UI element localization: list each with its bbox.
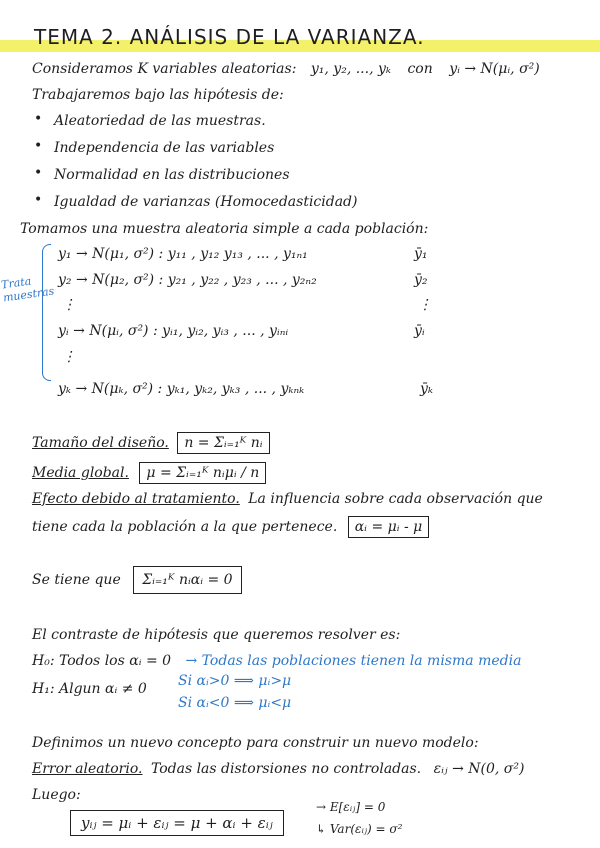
- bullet-dot: •: [34, 111, 43, 127]
- size-label: Tamaño del diseño.: [32, 435, 169, 451]
- effect-label: Efecto debido al tratamiento.: [32, 491, 240, 507]
- sample-mean: ȳ₂: [414, 272, 428, 288]
- samples-brace: [42, 244, 51, 381]
- bullet-dot: •: [34, 192, 43, 208]
- con-text: con: [407, 61, 433, 77]
- model-formula: yᵢⱼ = μᵢ + εᵢⱼ = μ + αᵢ + εᵢⱼ: [70, 810, 284, 836]
- bullet-dot: •: [34, 138, 43, 154]
- variance-note: ↳ Var(εᵢⱼ) = σ²: [316, 822, 403, 836]
- model-intro: Definimos un nuevo concepto para construir un nuevo modelo:: [32, 735, 479, 751]
- effect-definition-cont: [32, 516, 429, 538]
- bullet-item: Igualdad de varianzas (Homocedasticidad): [54, 194, 358, 210]
- size-definition: [32, 432, 270, 454]
- effect-text-1: La influencia sobre cada observación que: [248, 491, 543, 507]
- error-label: Error aleatorio.: [32, 761, 143, 777]
- sample-mean: ⋮: [418, 297, 432, 313]
- vars-text: y₁, y₂, ..., yₖ: [310, 61, 391, 77]
- luego-text: Luego:: [32, 787, 81, 803]
- bullet-item: Normalidad en las distribuciones: [54, 167, 290, 183]
- sample-row: yₖ → N(μₖ, σ²) : yₖ₁, yₖ₂, yₖ₃ , ... , yₖₙₖ: [58, 381, 305, 397]
- mean-formula: μ = Σᵢ₌₁ᴷ nᵢμᵢ / n: [139, 462, 266, 484]
- side-note: Trata muestras: [0, 274, 56, 305]
- sample-mean: ȳₖ: [420, 381, 434, 397]
- sum-statement: [32, 566, 242, 594]
- sample-row: yᵢ → N(μᵢ, σ²) : yᵢ₁, yᵢ₂, yᵢ₃ , ... , yᵢₙᵢ: [58, 323, 289, 339]
- bullet-dot: •: [34, 165, 43, 181]
- sample-row: y₂ → N(μ₂, σ²) : y₂₁ , y₂₂ , y₂₃ , ... , y₂ₙ₂: [58, 272, 317, 288]
- consider-text: Consideramos K variables aleatorias:: [32, 61, 297, 77]
- page-title: TEMA 2. ANÁLISIS DE LA VARIANZA.: [34, 25, 425, 49]
- sum-formula: Σᵢ₌₁ᴷ nᵢαᵢ = 0: [133, 566, 241, 594]
- sample-text: Tomamos una muestra aleatoria simple a cada población:: [20, 221, 429, 237]
- size-formula: n = Σᵢ₌₁ᴷ nᵢ: [177, 432, 269, 454]
- bullet-item: Independencia de las variables: [54, 140, 275, 156]
- h1-case-negative: Si αᵢ<0 ⟹ μᵢ<μ: [178, 695, 292, 711]
- hypothesis-intro: El contraste de hipótesis que queremos resolver es:: [32, 627, 401, 643]
- intro-consider: [32, 60, 540, 78]
- error-definition: [32, 760, 524, 778]
- se-tiene-text: Se tiene que: [32, 572, 121, 588]
- error-text: Todas las distorsiones no controladas.: [150, 761, 422, 777]
- h0-text: H₀: Todos los αᵢ = 0: [32, 653, 172, 669]
- mean-definition: [32, 462, 266, 484]
- sample-row: ⋮: [62, 349, 76, 365]
- bullet-item: Aleatoriedad de las muestras.: [54, 113, 266, 129]
- effect-formula: αᵢ = μᵢ - μ: [348, 516, 430, 538]
- model-box: [70, 810, 284, 836]
- h1-text: H₁: Algun αᵢ ≠ 0: [32, 681, 147, 697]
- sample-row: ⋮: [62, 297, 76, 313]
- mean-label: Media global.: [32, 465, 129, 481]
- sample-mean: ȳ₁: [414, 246, 428, 262]
- dist-text: yᵢ → N(μᵢ, σ²): [449, 61, 540, 77]
- h1-case-positive: Si αᵢ>0 ⟹ μᵢ>μ: [178, 673, 292, 689]
- h0-line: [32, 652, 521, 670]
- sample-row: y₁ → N(μ₁, σ²) : y₁₁ , y₁₂ y₁₃ , ... , y₁ₙ₁: [58, 246, 308, 262]
- h0-note: → Todas las poblaciones tienen la misma media: [185, 653, 522, 669]
- effect-definition: [32, 490, 543, 508]
- expectation-note: → E[εᵢⱼ] = 0: [316, 800, 386, 814]
- sample-mean: ȳᵢ: [414, 323, 425, 339]
- effect-text-2: tiene cada la población a la que pertenece.: [32, 519, 338, 535]
- error-dist: εᵢⱼ → N(0, σ²): [433, 761, 525, 777]
- work-text: Trabajaremos bajo las hipótesis de:: [32, 87, 284, 103]
